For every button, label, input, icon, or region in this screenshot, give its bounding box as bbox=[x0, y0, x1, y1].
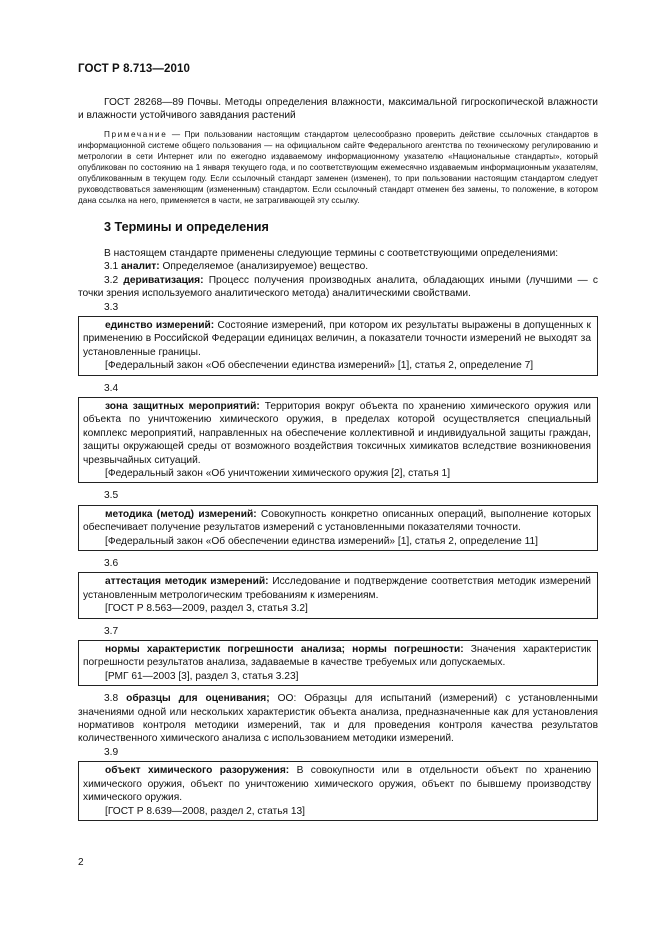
term-3-2-name: дериватизация: bbox=[123, 274, 204, 286]
page-number: 2 bbox=[78, 857, 84, 868]
term-3-5-source: [Федеральный закон «Об обеспечении единства измерений» [1], статья 2, определение 11] bbox=[105, 535, 539, 547]
term-3-3-name: единство измерений: bbox=[105, 319, 215, 331]
term-3-4-number: 3.4 bbox=[104, 382, 119, 394]
page-header-title: ГОСТ Р 8.713—2010 bbox=[78, 63, 190, 75]
term-3-6-source: [ГОСТ Р 8.563—2009, раздел 3, статья 3.2] bbox=[105, 603, 308, 615]
term-3-8-name: образцы для оценивания; bbox=[126, 693, 270, 705]
term-3-9-name: объект химического разоружения: bbox=[105, 765, 290, 777]
term-3-6-name: аттестация методик измерений: bbox=[105, 576, 269, 588]
term-3-3-source: [Федеральный закон «Об обеспечении единства измерений» [1], статья 2, определение 7] bbox=[105, 360, 534, 372]
term-3-6-box: аттестация методик измерений: Исследование и подтверждение соответствия методик измерений установленным метрологическим требованиям к измерениям. [ГОСТ Р 8.563—2009, раздел 3, статья 3.2] bbox=[78, 572, 598, 618]
term-3-9-number: 3.9 bbox=[104, 746, 119, 758]
ref-gost-28268: ГОСТ 28268—89 Почвы. Методы определения влажности, максимальной гигроскопической влажности и влажности устойчивого завядания растений bbox=[78, 97, 598, 122]
term-3-4-source: [Федеральный закон «Об уничтожении химического оружия [2], статья 1] bbox=[105, 467, 451, 479]
term-3-7-number: 3.7 bbox=[104, 625, 119, 637]
term-3-2: 3.2 дериватизация: Процесс получения производных аналита, обладающих иными (лучшими — с точки зрения используемого аналитического метода) аналитическими свойствами. bbox=[78, 274, 598, 300]
term-3-5-name: методика (метод) измерений: bbox=[105, 508, 257, 520]
term-3-3-box: единство измерений: Состояние измерений, при котором их результаты выражены в допущенных к применению в Российской Федерации единицах величин, а показатели точности измерений не выходят за установленные границы. [Федеральный закон «Об обеспечении единства измерений» [1], статья 2, определение 7] bbox=[78, 316, 598, 376]
term-3-7-name: нормы характеристик погрешности анализа; нормы погрешности: bbox=[105, 644, 464, 656]
page-content bbox=[78, 96, 598, 827]
section-intro: В настоящем стандарте применены следующие термины с соответствующими определениями: bbox=[104, 247, 559, 259]
note-text: — При пользовании настоящим стандартом целесообразно проверить действие ссылочных стандартов в информационной системе общего пользования — на официальном сайте Федерального агентства по техническому регулированию и метрологии в сети Интернет или по ежегодно издаваемому информационному указателю «Национальные стандарты», который опубликован по состоянию на 1 января текущего года, и по соответствующим ежемесячно издаваемым информационным указателям, опубликованным в текущем году. Если ссылочный стандарт заменен (изменен), то при пользовании настоящим стандартом следует руководствоваться заменяющим (измененным) стандартом. Если ссылочный стандарт отменен без замены, то положение, в котором дана ссылка на него, применяется в части, не затрагивающей эту ссылку. bbox=[78, 129, 598, 206]
term-3-3-number: 3.3 bbox=[104, 301, 119, 313]
term-3-9-box: объект химического разоружения: В совокупности или в отдельности объект по хранению химического оружия, объект по уничтожению химического оружия, объект по бывшему производству химического оружия. [ГОСТ Р 8.639—2008, раздел 2, статья 13] bbox=[78, 761, 598, 821]
term-3-7-source: [РМГ 61—2003 [3], раздел 3, статья 3.23] bbox=[105, 670, 299, 682]
section-heading: 3 Термины и определения bbox=[104, 220, 269, 235]
term-3-5-number: 3.5 bbox=[104, 490, 119, 502]
term-3-8: 3.8 образцы для оценивания; ОО: Образцы для испытаний (измерений) с установленными значениями одной или нескольких характеристик объекта анализа, предназначенные как для установления нормативов контроля методики измерений, так и для проведения контроля качества результатов количественного химического анализа с использованием методики измерений. bbox=[78, 693, 598, 745]
term-3-4-name: зона защитных мероприятий: bbox=[105, 400, 260, 412]
term-3-7-box: нормы характеристик погрешности анализа; нормы погрешности: Значения характеристик погрешности результатов анализа, задаваемые в качестве требуемых или допускаемых. [РМГ 61—2003 [3], раздел 3, статья 3.23] bbox=[78, 640, 598, 686]
note bbox=[78, 129, 598, 207]
term-3-6-number: 3.6 bbox=[104, 558, 119, 569]
term-3-9-source: [ГОСТ Р 8.639—2008, раздел 2, статья 13] bbox=[105, 805, 306, 817]
note-label: Примечание bbox=[104, 129, 168, 139]
term-3-5-box: методика (метод) измерений: Совокупность конкретно описанных операций, выполнение которых обеспечивает получение результатов измерений с установленными показателями точности. [Федеральный закон «Об обеспечении единства измерений» [1], статья 2, определение 11] bbox=[78, 505, 598, 551]
term-3-4-box: зона защитных мероприятий: Территория вокруг объекта по хранению химического оружия или объекта по уничтожению химического оружия, в пределах которой осуществляется специальный комплекс мероприятий, направленных на обеспечение коллективной и индивидуальной защиты граждан, защиты окружающей среды от возможного воздействия токсичных химикатов вследствие возникновения чрезвычайных ситуаций. [Федеральный закон «Об уничтожении химического оружия [2], статья 1] bbox=[78, 397, 598, 483]
term-3-1: 3.1 аналит: Определяемое (анализируемое) вещество. bbox=[104, 261, 369, 273]
term-3-1-name: аналит: bbox=[121, 261, 160, 273]
